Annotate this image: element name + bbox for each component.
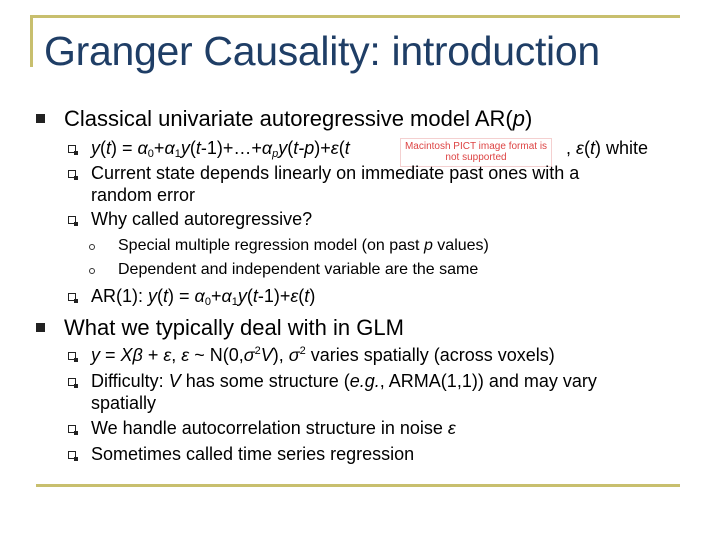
box-bullet-icon — [68, 378, 76, 386]
bullet-glm: What we typically deal with in GLM — [64, 315, 404, 340]
bullet-autocorrelation: We handle autocorrelation structure in noise ε — [91, 418, 456, 438]
slide-title: Granger Causality: introduction — [44, 28, 600, 74]
bullet-why-autoregressive: Why called autoregressive? — [91, 209, 313, 229]
square-bullet-icon — [36, 114, 45, 123]
bullet-difficulty-line2: spatially — [91, 393, 157, 413]
box-bullet-icon — [68, 216, 76, 224]
unsupported-image-text: Macintosh PICT image format is not supported — [404, 141, 548, 163]
box-bullet-icon — [68, 145, 76, 153]
bullet-difficulty-line1: Difficulty: V has some structure (e.g., ARMA(1,1)) and may vary — [91, 371, 597, 391]
bullet-special-regression: Special multiple regression model (on past p values) — [118, 237, 489, 254]
box-bullet-icon — [68, 425, 76, 433]
bullet-current-state-line1: Current state depends linearly on immediate past ones with a — [91, 163, 580, 183]
bullet-ar-model: Classical univariate autoregressive model AR(p) — [64, 106, 533, 131]
bullet-ar1: AR(1): $y(t) = \alpha_0+\alpha_1y(t-1)+\varepsilon(t)$ — [91, 286, 316, 308]
bottom-rule — [36, 484, 680, 487]
bullet-glm-model: y = Xβ + ε, ε ~ $N(0,\sigma^2V)$, $\sigma^2$ varies spatially (across voxels) — [91, 345, 555, 365]
bullet-ar-formula-tail: , ε(t) white — [566, 138, 648, 158]
box-bullet-icon — [68, 170, 76, 178]
top-rule — [30, 15, 680, 18]
box-bullet-icon — [68, 352, 76, 360]
box-bullet-icon — [68, 451, 76, 459]
box-bullet-icon — [68, 293, 76, 301]
left-rule — [30, 15, 33, 67]
circle-bullet-icon — [89, 244, 95, 250]
square-bullet-icon — [36, 323, 45, 332]
bullet-same-variable: Dependent and independent variable are the same — [118, 261, 479, 278]
bullet-ar-formula: $y(t) = \alpha_0+\alpha_1y(t-1)+\dots+\alpha_py(t-p)+\varepsilon(t$ — [91, 138, 350, 160]
bullet-time-series: Sometimes called time series regression — [91, 444, 415, 464]
bullet-current-state-line2: random error — [91, 185, 196, 205]
circle-bullet-icon — [89, 268, 95, 274]
